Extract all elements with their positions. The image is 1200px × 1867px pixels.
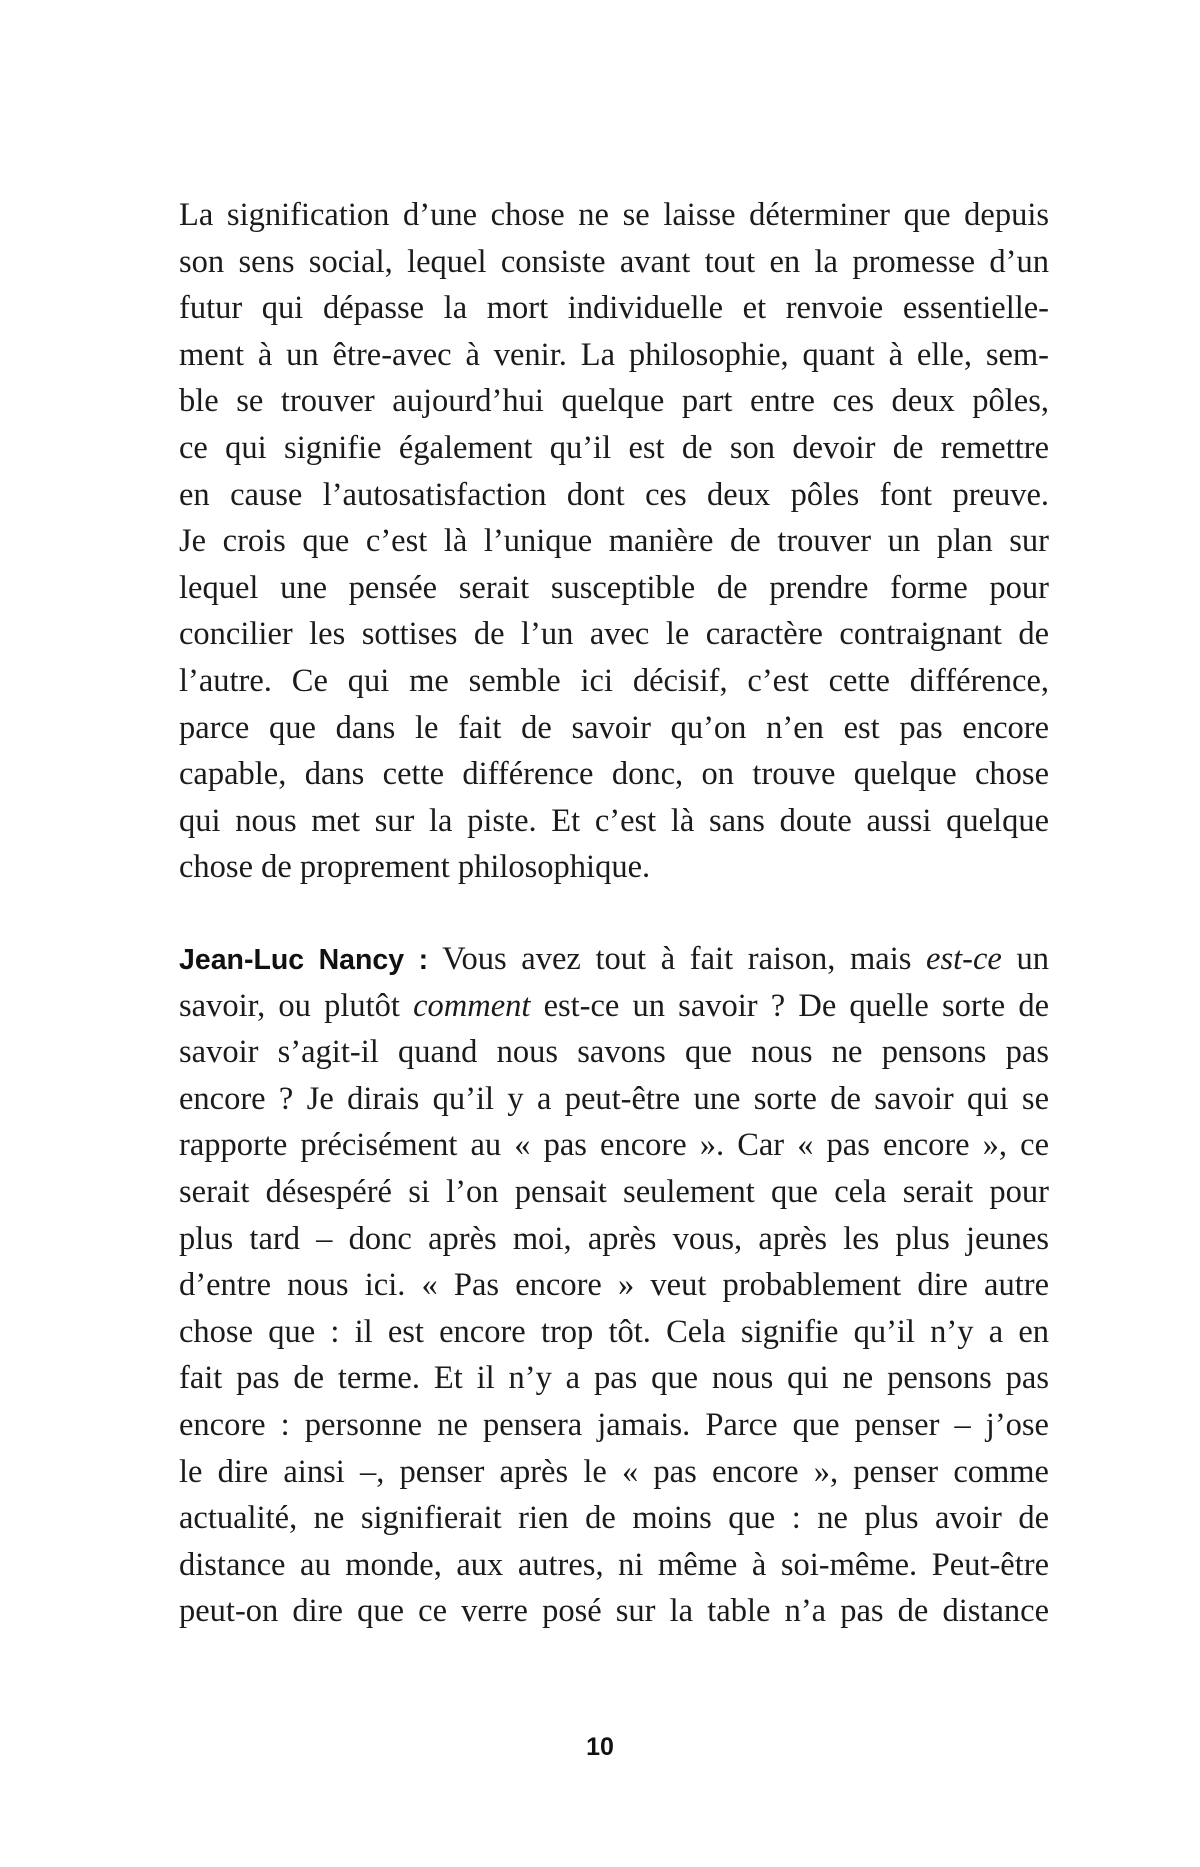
text-segment: est-ce un savoir ? De quelle sorte de <box>530 987 1049 1024</box>
text-line: rapporte précisément au « pas encore ». Car « pas encore », ce <box>179 1127 1049 1164</box>
text-segment: savoir, ou plutôt <box>179 987 414 1024</box>
italic-text: comment <box>413 987 531 1024</box>
text-line: ble se trouver aujourd’hui quelque part entre ces deux pôles, <box>179 383 1049 420</box>
text-line: ce qui signifie également qu’il est de son devoir de remettre <box>179 429 1049 466</box>
text-line: son sens social, lequel consiste avant tout en la promesse d’un <box>179 243 1049 280</box>
text-line: parce que dans le fait de savoir qu’on n’en est pas encore <box>179 709 1049 746</box>
page-number: 10 <box>586 1733 614 1761</box>
text-line: lequel une pensée serait susceptible de prendre forme pour <box>179 569 1049 606</box>
text-line: distance au monde, aux autres, ni même à soi-même. Peut-être <box>179 1546 1049 1583</box>
text-segment: un <box>1001 941 1049 977</box>
text-line: chose de proprement philosophique. <box>179 849 651 886</box>
text-line: encore ? Je dirais qu’il y a peut-être une sorte de savoir qui se <box>179 1080 1049 1117</box>
text-line: actualité, ne signifierait rien de moins que : ne plus avoir de <box>179 1500 1049 1537</box>
text-line: capable, dans cette différence donc, on trouve quelque chose <box>179 756 1049 793</box>
text-line: ment à un être-avec à venir. La philosophie, quant à elle, sem- <box>179 336 1049 373</box>
text-line: concilier les sottises de l’un avec le caractère contraignant de <box>179 616 1049 653</box>
text-line: savoir s’agit-il quand nous savons que nous ne pensons pas <box>179 1034 1049 1071</box>
text-line: qui nous met sur la piste. Et c’est là sans doute aussi quelque <box>179 802 1049 839</box>
text-line: l’autre. Ce qui me semble ici décisif, c’est cette différence, <box>179 662 1049 699</box>
text-line: peut-on dire que ce verre posé sur la table n’a pas de distance <box>179 1593 1049 1630</box>
text-line: d’entre nous ici. « Pas encore » veut probablement dire autre <box>179 1267 1049 1304</box>
text-line: le dire ainsi –, penser après le « pas encore », penser comme <box>179 1453 1049 1490</box>
text-line: en cause l’autosatisfaction dont ces deux pôles font preuve. <box>179 476 1049 513</box>
text-segment: Vous avez tout à fait raison, mais <box>428 941 927 977</box>
paragraph-2 <box>179 936 1049 1635</box>
text-line <box>179 983 1049 1030</box>
paragraph-1 <box>179 192 1049 891</box>
text-line: Je crois que c’est là l’unique manière de trouver un plan sur <box>179 523 1049 560</box>
text-line-speaker <box>179 936 1049 983</box>
text-line: plus tard – donc après moi, après vous, après les plus jeunes <box>179 1220 1049 1257</box>
italic-text: est-ce <box>926 941 1002 977</box>
text-line: La signification d’une chose ne se laisse déterminer que depuis <box>179 197 1049 233</box>
text-line: futur qui dépasse la mort individuelle et renvoie essentielle- <box>179 290 1049 327</box>
text-line: chose que : il est encore trop tôt. Cela signifie qu’il n’y a en <box>179 1313 1049 1350</box>
speaker-name: Jean-Luc Nancy : <box>179 944 429 976</box>
text-line: fait pas de terme. Et il n’y a pas que nous qui ne pensons pas <box>179 1360 1049 1397</box>
text-line: encore : personne ne pensera jamais. Parce que penser – j’ose <box>179 1406 1049 1443</box>
text-line: serait désespéré si l’on pensait seulement que cela serait pour <box>179 1173 1049 1210</box>
